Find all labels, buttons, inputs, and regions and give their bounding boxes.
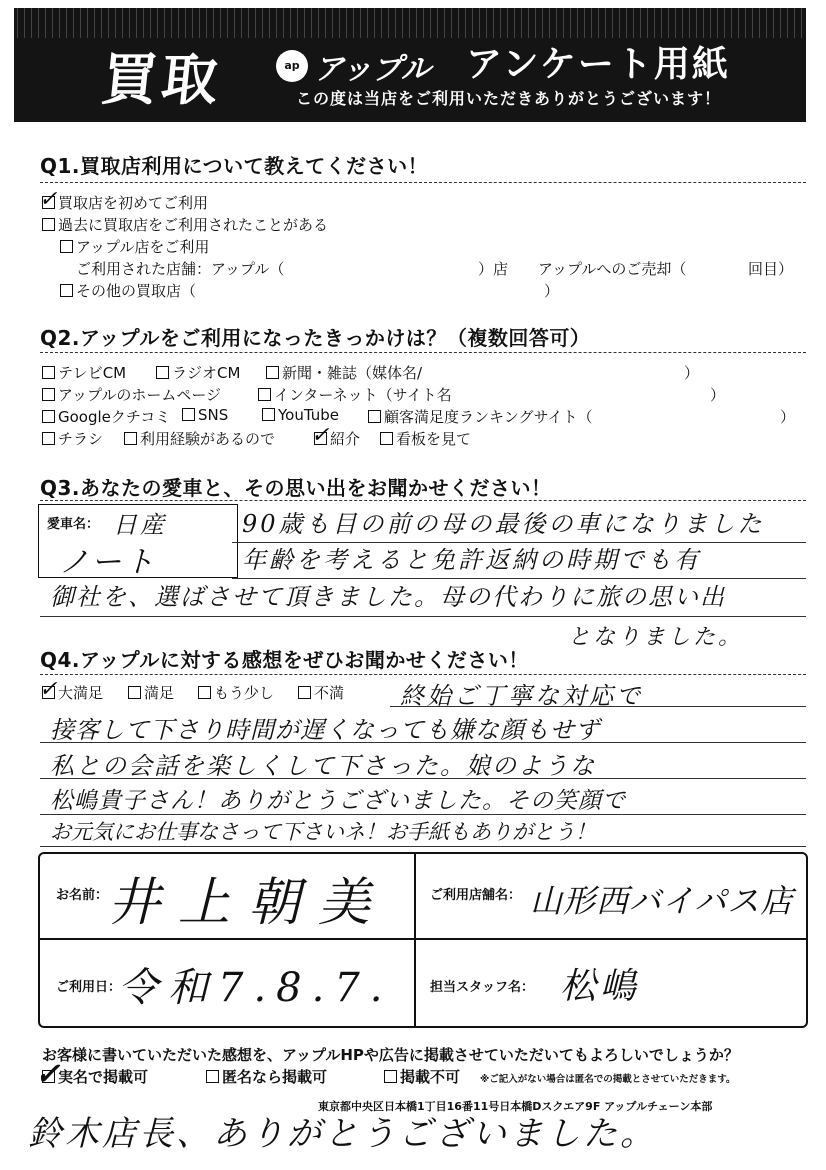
checkbox-bit-more[interactable] [198,686,211,699]
q2-close-1: ） [684,364,700,382]
q2-option-sns[interactable]: SNS [182,406,228,424]
memory-handwriting-line: 90歳も目の前の母の最後の車になりました [242,510,765,538]
company-address: 東京都中央区日本橋1丁目16番11号日本橋Dスクエア9F アップルチェーン本部 [318,1100,713,1113]
q2-close-2: ） [710,386,726,404]
checkbox-paper[interactable] [266,366,279,379]
logo-kaitori: 買取 [98,48,225,113]
q2-option-experience[interactable]: 利用経験があるので [124,428,275,449]
q2-close-3: ） [780,408,796,426]
checkbox-satisfied[interactable] [128,686,141,699]
checkbox-apple[interactable] [60,240,73,253]
memory-handwriting-line: 御社を、選ばさせて頂きました。母の代わりに旅の思い出 [50,583,726,611]
comment-handwriting-line: お元気にお仕事なさって下さいネ！お手紙もありがとう！ [50,820,596,844]
checkbox-real-name[interactable] [35,1057,61,1092]
q4-option-very-satisfied[interactable]: ✓ 大満足 [39,677,104,702]
staff-label: 担当スタッフ名： [430,980,535,995]
checkbox-very-satisfied[interactable] [39,677,58,702]
consent-question: お客様に書いていただいた感想を、アップルHPや広告に掲載させていただいてもよろしいでしょうか？ [42,1046,739,1064]
car-model-handwriting: ノート [59,545,158,580]
memory-handwriting-line: 年齢を考えると免許返納の時期でも有 [242,546,701,574]
consent-option-no-publish[interactable]: 掲載不可 [384,1066,460,1087]
checkbox-homepage[interactable] [42,388,55,401]
q4-option-unsatisfied[interactable]: 不満 [298,682,344,703]
q2-option-sign[interactable]: 看板を見て [380,428,471,449]
q2-option-radio[interactable]: ラジオCM [156,362,240,383]
name-handwriting[interactable]: 井上朝美 [108,873,389,933]
comment-handwriting-line: 終始ご丁寧な対応で [400,682,643,710]
q1-count-label: アップルへのご売却（ [538,260,687,278]
q2-title: Q2.アップルをご利用になったきっかけは？（複数回答可） [40,326,591,350]
q2-option-flyer[interactable]: チラシ [42,428,103,449]
checkbox-google[interactable] [42,410,55,423]
q2-option-youtube[interactable]: YouTube [262,406,339,424]
checkbox-sns[interactable] [182,408,195,421]
q2-option-google[interactable]: Googleクチコミ [42,406,170,427]
checkbox-flyer[interactable] [42,432,55,445]
q4-option-satisfied[interactable]: 満足 [128,682,174,703]
q2-divider [40,352,806,353]
header-texture [14,8,806,38]
checkbox-ranking[interactable] [368,410,381,423]
q4-title: Q4.アップルに対する感想をぜひお聞かせください！ [40,648,529,672]
checkbox-anonymous[interactable] [206,1070,219,1083]
check-mark-icon: ✓ [311,423,330,448]
logo-mark-icon: ap [276,50,308,82]
car-name-box[interactable] [38,504,238,578]
checkbox-experience[interactable] [124,432,137,445]
q3-divider [40,500,806,501]
car-name-label: 愛車名： [47,517,100,532]
q2-option-homepage[interactable]: アップルのホームページ [42,384,221,405]
q1-option-other[interactable]: その他の買取店（ [60,280,196,301]
q2-option-internet[interactable]: インターネット（サイト名 [258,384,452,405]
checkbox-tv[interactable] [42,366,55,379]
q4-divider [40,674,806,675]
checkbox-other[interactable] [60,284,73,297]
comment-line [40,846,806,847]
car-maker-handwriting: 日産 [113,511,167,539]
comment-handwriting-line: 接客して下さり時間が遅くなっても嫌な顔もせず [50,716,600,744]
survey-header [14,8,806,122]
checkbox-youtube[interactable] [262,408,275,421]
q1-divider [40,182,806,183]
logo-brand: アップル [314,52,431,87]
q1-option-first[interactable]: ✓ 買取店を初めてご利用 [39,187,209,212]
check-mark-icon: ✓ [35,1057,61,1092]
q1-store-label: ご利用された店舗：アップル（ [76,260,285,278]
q2-option-ranking[interactable]: 顧客満足度ランキングサイト（ [368,406,593,427]
date-handwriting[interactable]: 令和7.8.7. [118,965,393,1011]
q4-option-bit-more[interactable]: もう少し [198,682,274,703]
q1-option-past[interactable]: 過去に買取店をご利用されたことがある [42,214,328,235]
checkbox-referral[interactable] [311,423,330,448]
comment-handwriting-line: 松嶋貴子さん！ありがとうございました。その笑顔で [50,788,626,814]
checkbox-unsatisfied[interactable] [298,686,311,699]
check-mark-icon: ✓ [39,187,58,212]
q3-title: Q3.あなたの愛車と、その思い出をお聞かせください！ [40,476,552,500]
page-title: アンケート用紙 [466,44,730,85]
checkbox-first[interactable] [39,187,58,212]
q2-option-referral[interactable]: ✓ 紹介 [311,423,361,448]
checkbox-no-publish[interactable] [384,1070,397,1083]
checkbox-internet[interactable] [258,388,271,401]
consent-note: ※ご記入がない場合は匿名での掲載とさせていただきます。 [480,1074,736,1085]
q1-other-close: ） [544,282,560,300]
store-label: ご利用店舗名： [430,888,522,903]
page-subtitle: この度は当店をご利用いただきありがとうございます！ [296,89,722,108]
name-label: お名前： [56,888,109,903]
checkbox-sign[interactable] [380,432,393,445]
memory-handwriting-line: となりました。 [568,625,744,650]
checkbox-past[interactable] [42,218,55,231]
consent-option-real-name[interactable]: ✓ 実名で掲載可 [35,1057,149,1092]
checkbox-radio[interactable] [156,366,169,379]
check-mark-icon: ✓ [39,677,58,702]
q1-option-apple[interactable]: アップル店をご利用 [60,236,209,257]
footer-handwritten-note: 鈴木店長、ありがとうございました。 [28,1114,657,1154]
q2-option-tv[interactable]: テレビCM [42,362,126,383]
q1-title: Q1.買取店利用について教えてください！ [40,154,429,178]
q2-option-paper[interactable]: 新聞・雑誌（媒体名/ [266,362,422,383]
info-divider-horizontal [38,938,806,940]
date-label: ご利用日： [56,980,122,995]
q1-count-suffix: 回目） [748,260,794,278]
consent-option-anonymous[interactable]: 匿名なら掲載可 [206,1066,327,1087]
comment-handwriting-line: 私との会話を楽しくして下さった。娘のような [50,752,596,780]
q1-store-suffix: ）店 [478,260,509,278]
memory-line [40,616,806,617]
store-handwriting[interactable]: 山形西バイパス店 [530,882,794,920]
staff-handwriting[interactable]: 松嶋 [560,966,641,1007]
